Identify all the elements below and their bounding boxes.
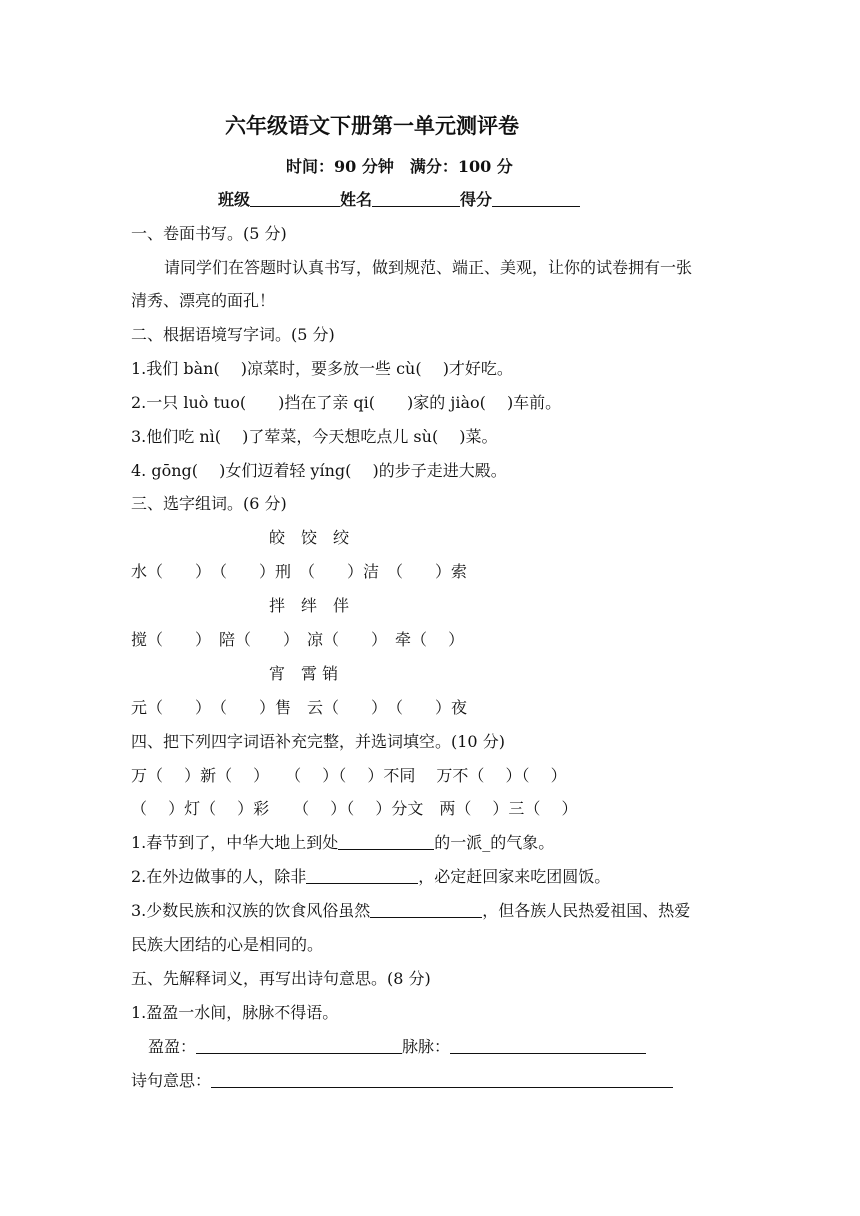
section-5-heading: 五、先解释词义，再写出诗句意思。(8 分) — [131, 969, 431, 988]
section-5-question-1: 1.盈盈一水间，脉脉不得语。 — [131, 1003, 339, 1022]
section-4-heading: 四、把下列四字词语补充完整，并选词填空。(10 分) — [131, 732, 505, 751]
class-label: 班级 — [218, 190, 251, 209]
fill-blank[interactable] — [306, 867, 418, 884]
section-2-question-2: 2.一只 luò tuo( )挡在了亲 qi( )家的 jiào( )车前。 — [131, 393, 562, 412]
section-4-question-1: 1.春节到了，中华大地上到处 的一派_的气象。 — [131, 833, 555, 852]
section-3-row-1: 水（ ） （ ）刑 （ ）洁 （ ）索 — [131, 562, 468, 581]
section-3-char-group-2: 拌 绊 伴 — [269, 596, 350, 615]
class-blank[interactable] — [250, 190, 340, 207]
exam-time-info: 时间：90 分钟 满分：100 分 — [286, 157, 513, 176]
section-2-question-4: 4. gōng( )女们迈着轻 yíng( )的步子走进大殿。 — [131, 461, 507, 480]
section-4-question-3-line2: 民族大团结的心是相同的。 — [131, 935, 324, 954]
fill-blank[interactable] — [338, 833, 434, 850]
section-1-text-line1: 请同学们在答题时认真书写，做到规范、端正、美观，让你的试卷拥有一张 — [164, 258, 693, 277]
score-label: 得分 — [460, 190, 493, 209]
name-label: 姓名 — [340, 190, 373, 209]
section-3-char-group-3: 宵 霄 销 — [269, 664, 339, 683]
section-4-idiom-row-1: 万（ ）新（ ） （ ）（ ）不同 万不（ ）（ ） — [131, 766, 567, 785]
name-blank[interactable] — [372, 190, 460, 207]
fill-blank[interactable] — [370, 901, 482, 918]
section-2-question-1: 1.我们 bàn( )凉菜时，要多放一些 cù( )才好吃。 — [131, 359, 513, 378]
section-4-question-2: 2.在外边做事的人，除非 ，必定赶回家来吃团圆饭。 — [131, 867, 611, 886]
section-3-char-group-1: 皎 饺 绞 — [269, 528, 350, 547]
section-1-text-line2: 清秀、漂亮的面孔！ — [131, 291, 276, 310]
section-4-question-3: 3.少数民族和汉族的饮食风俗虽然 ，但各族人民热爱祖国、热爱 — [131, 901, 691, 920]
section-3-heading: 三、选字组词。(6 分) — [131, 494, 287, 513]
section-3-row-2: 搅（ ） 陪（ ） 凉（ ） 牵（ ） — [131, 630, 465, 649]
meaning-answer-blank[interactable] — [211, 1071, 673, 1088]
section-2-question-3: 3.他们吃 nì( )了荤菜，今天想吃点儿 sù( )菜。 — [131, 427, 498, 446]
section-4-idiom-row-2: （ ）灯（ ）彩 （ ）（ ）分文 两（ ）三（ ） — [131, 799, 578, 818]
section-5-word-meanings — [148, 1037, 646, 1057]
section-5-poem-meaning — [131, 1071, 673, 1091]
ying-label: 盈盈： — [148, 1037, 197, 1056]
ying-answer-blank[interactable] — [196, 1037, 402, 1054]
mo-answer-blank[interactable] — [450, 1037, 646, 1054]
section-2-heading: 二、根据语境写字词。(5 分) — [131, 325, 335, 344]
meaning-label: 诗句意思： — [131, 1071, 212, 1090]
section-3-row-3: 元（ ） （ ）售 云（ ） （ ）夜 — [131, 698, 468, 717]
section-1-heading: 一、卷面书写。(5 分) — [131, 224, 287, 243]
student-info-row — [218, 190, 580, 210]
score-blank[interactable] — [492, 190, 580, 207]
mo-label: 脉脉： — [402, 1037, 451, 1056]
exam-title: 六年级语文下册第一单元测评卷 — [225, 113, 519, 138]
